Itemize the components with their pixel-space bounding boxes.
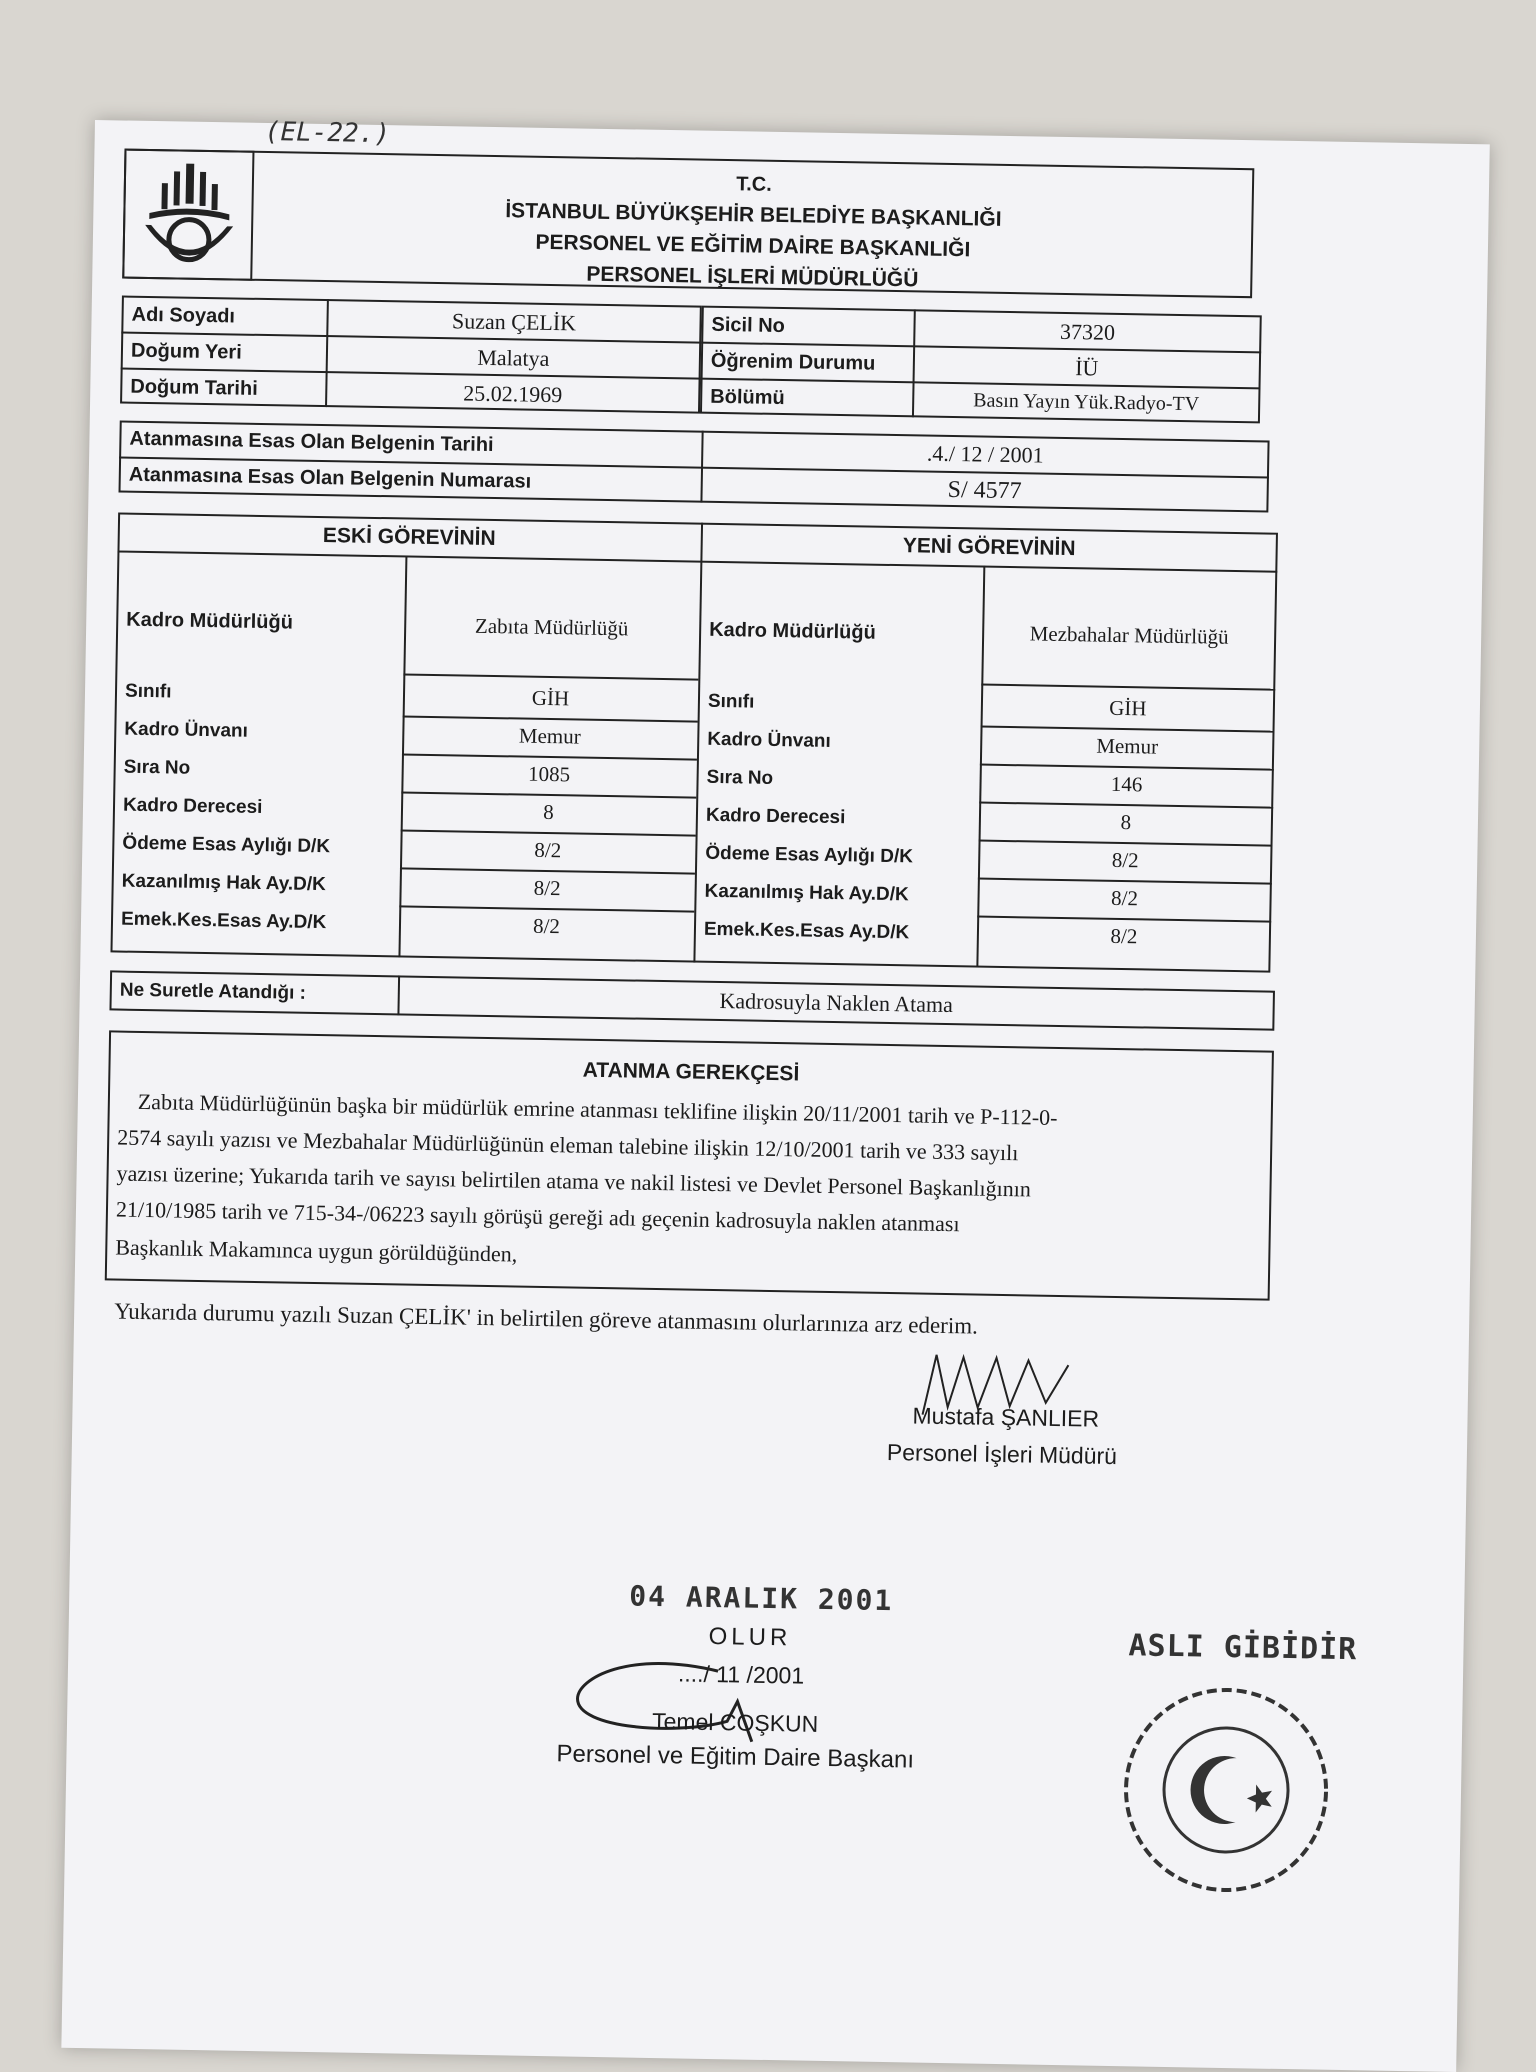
justification-line-4: 21/10/1985 tarih ve 715-34-/06223 sayılı görüşü gereği adı geçenin kadrosuyla naklen atanması <box>115 1196 960 1237</box>
new-row-label: Emek.Kes.Esas Ay.D/K <box>703 918 910 944</box>
doc-date-value: .4./ 12 / 2001 <box>926 440 1044 468</box>
new-kadro-value: Mezbahalar Müdürlüğü <box>1029 621 1229 649</box>
doc-number-label: Atanmasına Esas Olan Belgenin Numarası <box>128 463 532 493</box>
official-seal-icon <box>1114 1678 1338 1902</box>
doc-date-label: Atanmasına Esas Olan Belgenin Tarihi <box>129 427 494 457</box>
new-row-label: Sıra No <box>706 766 774 789</box>
new-duty-title: YENİ GÖREVİNİN <box>902 534 1076 561</box>
signer1-title: Personel İşleri Müdürü <box>886 1439 1118 1470</box>
approval-date: ..../ 11 /2001 <box>677 1660 805 1689</box>
old-kadro-value: Zabıta Müdürlüğü <box>474 613 629 641</box>
appointment-value: Kadrosuyla Naklen Atama <box>719 988 954 1018</box>
birthdate-label: Doğum Tarihi <box>130 375 258 400</box>
name-value: Suzan ÇELİK <box>451 308 577 336</box>
birthdate-value: 25.02.1969 <box>463 380 563 408</box>
old-row-value: GİH <box>531 685 570 711</box>
certified-stamp-text: ASLI GİBİDİR <box>1128 1628 1358 1668</box>
approval-name: Temel COŞKUN <box>651 1707 819 1737</box>
justification-line-2: 2574 sayılı yazısı ve Mezbahalar Müdürlüğünün eleman talebine ilişkin 12/10/2001 tarih ve 333 sayılı <box>117 1124 1019 1166</box>
header-line-3: PERSONEL VE EĞİTİM DAİRE BAŞKANLIĞI <box>535 230 971 262</box>
birthplace-value: Malatya <box>477 344 550 371</box>
new-row-label: Kadro Derecesi <box>705 804 846 829</box>
justification-line-1: Zabıta Müdürlüğünün başka bir müdürlük emrine atanması teklifine ilişkin 20/11/2001 tarih ve P-112-0- <box>137 1088 1058 1130</box>
name-label: Adı Soyadı <box>131 303 236 328</box>
signer1-name: Mustafa ŞANLIER <box>912 1402 1100 1432</box>
closing-text: Yukarıda durumu yazılı Suzan ÇELİK' in belirtilen göreve atanmasını olurlarınıza arz ederim. <box>113 1298 979 1339</box>
old-kadro-label: Kadro Müdürlüğü <box>126 608 294 634</box>
old-row-label: Sıra No <box>123 756 191 779</box>
old-row-label: Sınıfı <box>124 680 172 703</box>
old-row-label: Kazanılmış Hak Ay.D/K <box>121 870 327 896</box>
appointment-label: Ne Suretle Atandığı : <box>119 979 307 1004</box>
approval-stamp-date: 04 ARALIK 2001 <box>629 1579 894 1618</box>
handwritten-code: (EL-22.) <box>264 116 391 150</box>
new-row-value: 8/2 <box>1110 885 1139 911</box>
old-row-label: Ödeme Esas Aylığı D/K <box>122 832 331 858</box>
sicil-value: 37320 <box>1059 318 1116 345</box>
new-row-label: Ödeme Esas Aylığı D/K <box>705 842 914 868</box>
new-kadro-label: Kadro Müdürlüğü <box>709 618 877 644</box>
sicil-label: Sicil No <box>711 313 786 338</box>
header-line-1: T.C. <box>736 173 772 196</box>
old-row-value: 8/2 <box>533 875 561 901</box>
department-label: Bölümü <box>710 385 785 410</box>
new-row-value: 146 <box>1110 771 1143 797</box>
doc-number-value: S/ 4577 <box>947 476 1022 505</box>
new-row-value: GİH <box>1109 695 1147 721</box>
document-page <box>61 116 1489 2072</box>
new-row-value: 8/2 <box>1111 847 1139 873</box>
justification-title: ATANMA GEREKÇESİ <box>582 1058 800 1086</box>
old-row-value: 1085 <box>527 761 571 787</box>
education-value: İÜ <box>1074 355 1099 381</box>
old-row-value: Memur <box>518 723 581 749</box>
ibb-logo-icon <box>134 155 244 275</box>
old-row-value: 8/2 <box>532 913 561 939</box>
new-row-label: Kazanılmış Hak Ay.D/K <box>704 880 909 906</box>
old-row-value: 8/2 <box>534 837 562 863</box>
header-line-2: İSTANBUL BÜYÜKŞEHİR BELEDİYE BAŞKANLIĞI <box>505 199 1002 231</box>
justification-line-3: yazısı üzerine; Yukarıda tarih ve sayısı belirtilen atama ve nakil listesi ve Devlet Personel Başkanlığının <box>116 1160 1032 1202</box>
old-duty-title: ESKİ GÖREVİNİN <box>322 524 496 551</box>
justification-line-5: Başkanlık Makamınca uygun görüldüğünden, <box>115 1234 518 1267</box>
new-row-value: 8/2 <box>1110 923 1138 949</box>
new-row-value: 8 <box>1120 810 1132 835</box>
old-row-label: Kadro Ünvanı <box>124 718 249 742</box>
header-line-4: PERSONEL İŞLERİ MÜDÜRLÜĞÜ <box>586 262 919 292</box>
new-row-label: Sınıfı <box>707 690 755 713</box>
department-value: Basın Yayın Yük.Radyo-TV <box>973 389 1200 416</box>
approval-olur: OLUR <box>708 1622 792 1652</box>
education-label: Öğrenim Durumu <box>710 349 876 375</box>
old-row-label: Kadro Derecesi <box>122 794 263 819</box>
approval-title: Personel ve Eğitim Daire Başkanı <box>556 1740 915 1774</box>
new-row-value: Memur <box>1096 733 1159 759</box>
old-row-label: Emek.Kes.Esas Ay.D/K <box>120 908 327 934</box>
old-row-value: 8 <box>543 799 554 825</box>
new-row-label: Kadro Ünvanı <box>707 728 831 752</box>
birthplace-label: Doğum Yeri <box>130 339 242 364</box>
